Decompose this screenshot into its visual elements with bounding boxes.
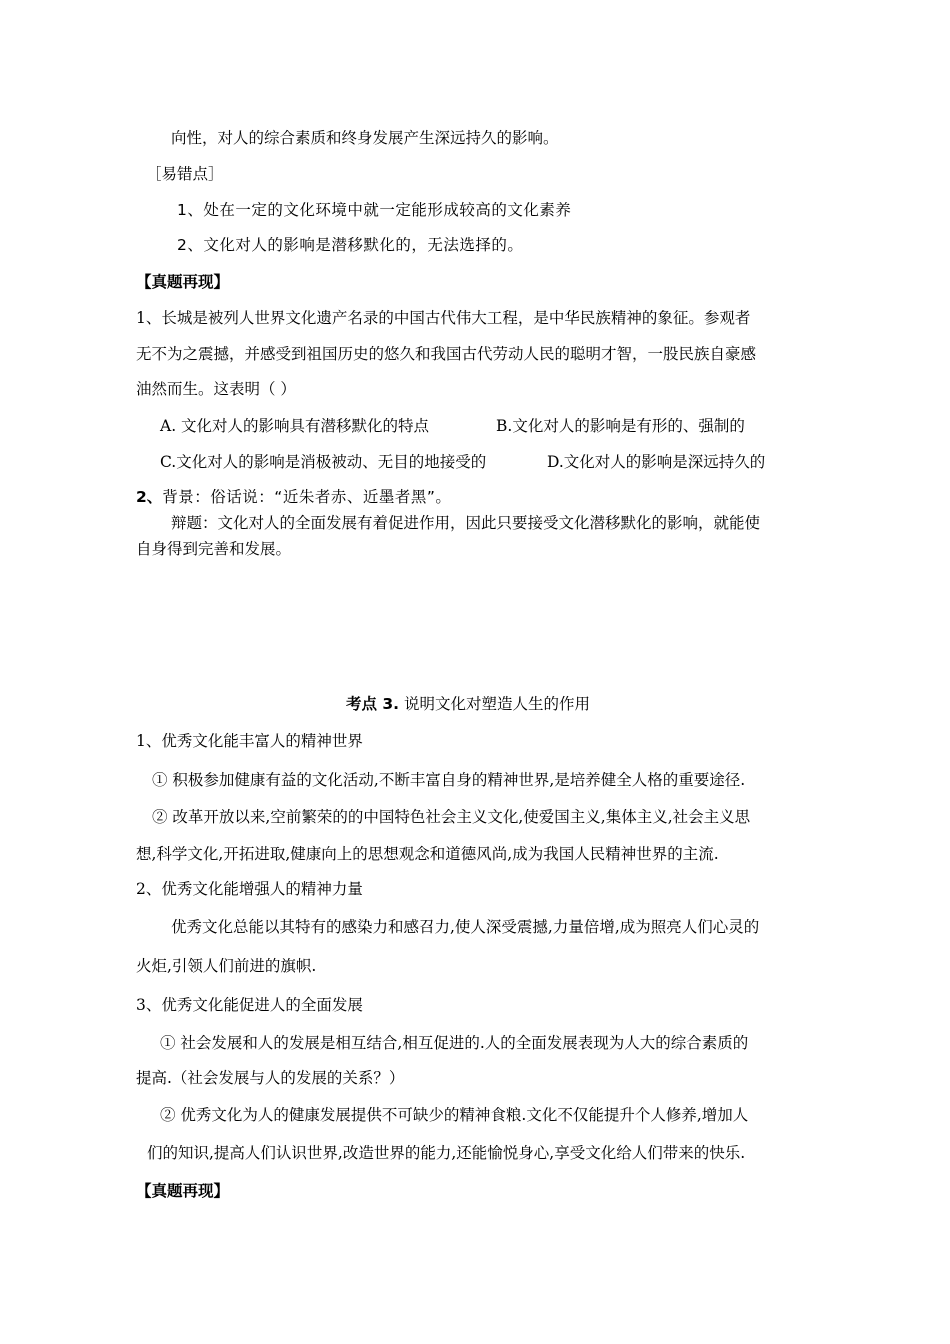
error-points-heading: ［易错点］ [146, 165, 224, 183]
section-title-text: 说明文化对塑造人生的作用 [399, 695, 591, 713]
question-2-line-1 [136, 487, 451, 507]
point-3-heading: 3、优秀文化能促进人的全面发展 [136, 996, 363, 1014]
question-1-line-3: 油然而生。这表明（ ） [136, 380, 296, 398]
point-3-item-2-line-1: ② 优秀文化为人的健康发展提供不可缺少的精神食粮.文化不仅能提升个人修养,增加人 [160, 1106, 749, 1124]
point-3-item-2-line-2: 们的知识,提高人们认识世界,改造世界的能力,还能愉悦身心,享受文化给人们带来的快乐. [147, 1144, 746, 1162]
point-1-item-1: ① 积极参加健康有益的文化活动,不断丰富自身的精神世界,是培养健全人格的重要途径. [152, 771, 746, 789]
question-1-option-b: B.文化对人的影响是有形的、强制的 [496, 417, 745, 435]
question-1-line-1: 1、长城是被列人世界文化遗产名录的中国古代伟大工程，是中华民族精神的象征。参观者 [136, 309, 751, 327]
point-3-item-1-line-1: ① 社会发展和人的发展是相互结合,相互促进的.人的全面发展表现为人大的综合素质的 [160, 1034, 749, 1052]
error-point-2: 2、文化对人的影响是潜移默化的，无法选择的。 [177, 236, 524, 254]
real-exam-heading: 【真题再现】 [136, 273, 230, 291]
section-title [346, 694, 590, 714]
point-1-item-2-line-1: ② 改革开放以来,空前繁荣的的中国特色社会主义文化,使爱国主义,集体主义,社会主义思 [152, 808, 751, 826]
error-point-1: 1、处在一定的文化环境中就一定能形成较高的文化素养 [177, 201, 572, 219]
point-1-heading: 1、优秀文化能丰富人的精神世界 [136, 732, 363, 750]
question-2-debate-line-1: 辩题：文化对人的全面发展有着促进作用，因此只要接受文化潜移默化的影响，就能使 [171, 514, 761, 532]
point-1-item-2-line-2: 想,科学文化,开拓进取,健康向上的思想观念和道德风尚,成为我国人民精神世界的主流. [136, 845, 719, 863]
point-2-line-2: 火炬,引领人们前进的旗帜. [136, 957, 317, 975]
question-2-background: 背景：俗话说：“近朱者赤、近墨者黑”。 [162, 488, 452, 506]
question-2-debate-line-2: 自身得到完善和发展。 [136, 540, 292, 558]
question-2-number: 2、 [136, 488, 163, 506]
section-title-number: 考点 3. [346, 695, 400, 713]
point-2-heading: 2、优秀文化能增强人的精神力量 [136, 880, 363, 898]
point-2-line-1: 优秀文化总能以其特有的感染力和感召力,使人深受震撼,力量倍增,成为照亮人们心灵的 [171, 918, 760, 936]
real-exam-heading-2: 【真题再现】 [136, 1182, 230, 1200]
question-1-option-d: D.文化对人的影响是深远持久的 [547, 453, 766, 471]
question-1-option-a: A. 文化对人的影响具有潜移默化的特点 [160, 417, 430, 435]
point-3-item-1-line-2: 提高.（社会发展与人的发展的关系？） [136, 1069, 405, 1087]
question-1-option-c: C.文化对人的影响是消极被动、无目的地接受的 [160, 453, 487, 471]
question-1-line-2: 无不为之震撼，并感受到祖国历史的悠久和我国古代劳动人民的聪明才智，一股民族自豪感 [136, 345, 757, 363]
paragraph-continuation: 向性，对人的综合素质和终身发展产生深远持久的影响。 [171, 129, 559, 147]
